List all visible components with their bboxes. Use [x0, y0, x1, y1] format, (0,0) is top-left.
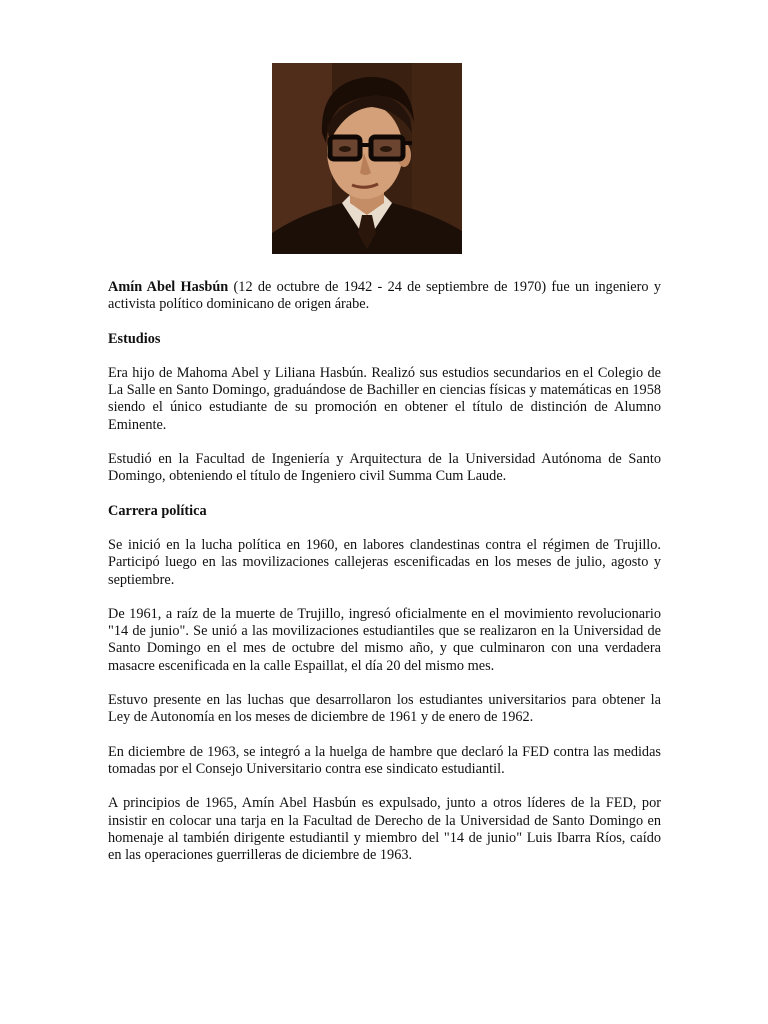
paragraph: Era hijo de Mahoma Abel y Liliana Hasbún. Realizó sus estudios secundarios en el Colegio de La Salle en Santo Domingo, graduándose de Bachiller en ciencias físicas y matemáticas en 1958 siendo el único estudiante de su promoción en obtener el título de distinción de Alumno Eminente.	[108, 364, 661, 433]
intro-paragraph	[108, 279, 661, 314]
paragraph: En diciembre de 1963, se integró a la huelga de hambre que declaró la FED contra las medidas tomadas por el Consejo Universitario contra ese sindicato estudiantil.	[108, 743, 661, 777]
portrait-photo	[272, 63, 462, 254]
paragraph: Estuvo presente en las luchas que desarrollaron los estudiantes universitarios para obtener la Ley de Autonomía en los meses de diciembre de 1961 y de enero de 1962.	[108, 692, 661, 726]
section-heading-carrera-politica: Carrera política	[108, 502, 207, 519]
paragraph: Se inició en la lucha política en 1960, en labores clandestinas contra el régimen de Trujillo. Participó luego en las movilizaciones callejeras escenificadas en los meses de julio, agosto y septiembre.	[108, 536, 661, 588]
paragraph: De 1961, a raíz de la muerte de Trujillo, ingresó oficialmente en el movimiento revolucionario "14 de junio". Se unió a las movilizaciones estudiantiles que se realizaron en la Universidad de Santo Domingo en el mes de octubre del mismo año, y que culminaron con una verdadera masacre escenificada en la calle Espaillat, el día 20 del mismo mes.	[108, 605, 661, 674]
section-heading-estudios: Estudios	[108, 330, 161, 347]
subject-name: Amín Abel Hasbún	[108, 279, 229, 295]
article-body	[108, 279, 661, 864]
paragraph: A principios de 1965, Amín Abel Hasbún es expulsado, junto a otros líderes de la FED, por insistir en colocar una tarja en la Facultad de Derecho de la Universidad de Santo Domingo en homenaje al también dirigente estudiantil y miembro del "14 de junio" Luis Ibarra Ríos, caído en las operaciones guerrilleras de diciembre de 1963.	[108, 795, 661, 864]
paragraph: Estudió en la Facultad de Ingeniería y Arquitectura de la Universidad Autónoma de Santo Domingo, obteniendo el título de Ingeniero civil Summa Cum Laude.	[108, 451, 661, 485]
intro-text: (12 de octubre de 1942 - 24 de septiembre de 1970) fue un ingeniero y activista político dominicano de origen árabe.	[108, 279, 661, 313]
